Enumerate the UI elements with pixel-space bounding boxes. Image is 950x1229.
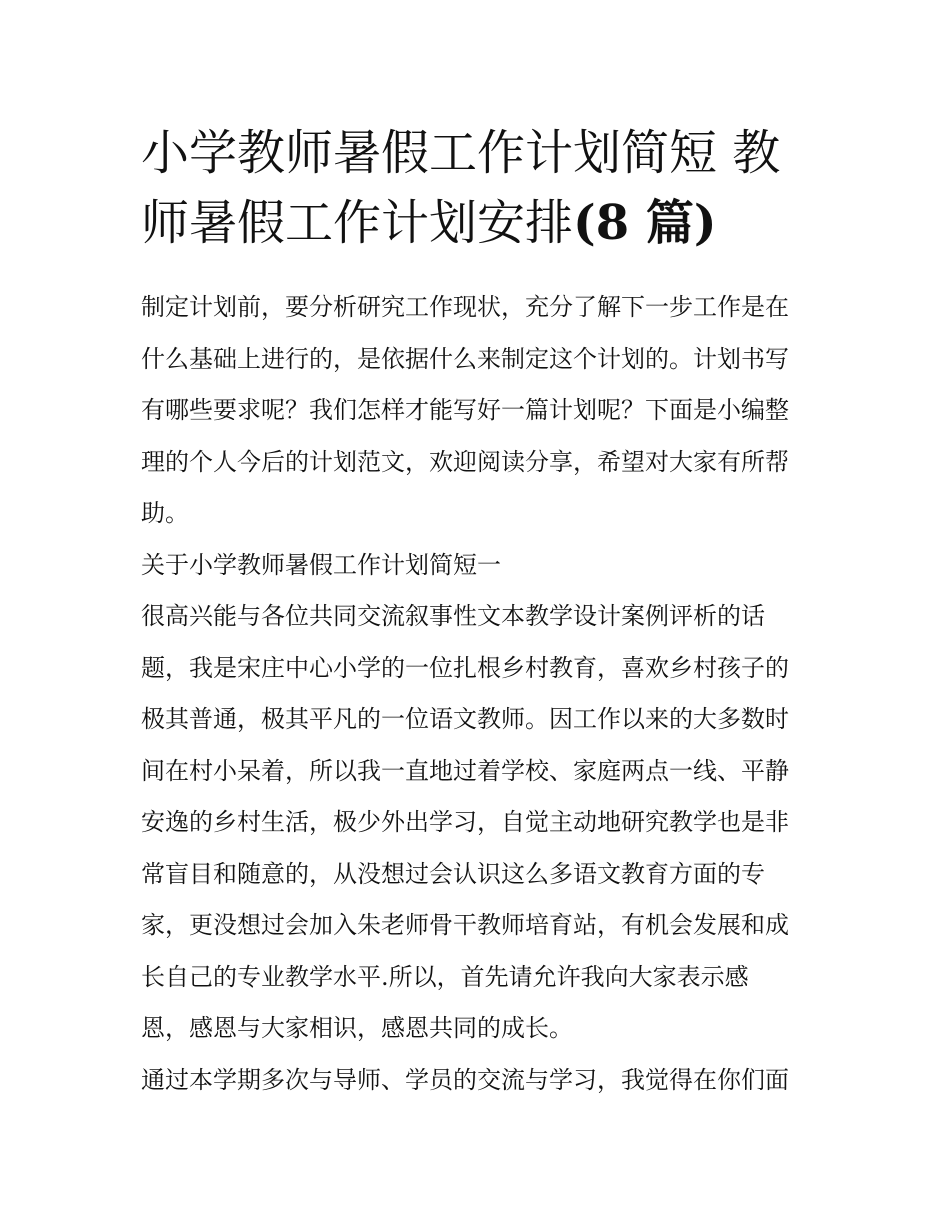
section-heading — [141, 540, 813, 592]
section-heading-text: 关于小学教师暑假工作计划简短一 — [141, 550, 501, 579]
text-line: 极其普通，极其平凡的一位语文教师。因工作以来的大多数时 — [141, 705, 789, 733]
text-line: 很高兴能与各位共同交流叙事性文本教学设计案例评析的话 — [141, 602, 765, 630]
title-count: (8 篇) — [573, 195, 717, 251]
intro-paragraph — [141, 282, 813, 540]
document-page — [141, 118, 813, 1106]
text-line: 通过本学期多次与导师、学员的交流与学习，我觉得在你们面 — [141, 1065, 789, 1094]
text-line: 长自己的专业教学水平.所以，首先请允许我向大家表示感 — [141, 962, 749, 991]
text-line: 题，我是宋庄中心小学的一位扎根乡村教育，喜欢乡村孩子的 — [141, 653, 789, 682]
text-line: 助。 — [141, 499, 189, 527]
text-line: 理的个人今后的计划范文，欢迎阅读分享，希望对大家有所帮 — [141, 447, 789, 476]
text-line: 有哪些要求呢？我们怎样才能写好一篇计划呢？下面是小编整 — [141, 396, 789, 424]
document-title — [141, 118, 813, 258]
document-body — [141, 282, 813, 1106]
text-line: 家，更没想过会加入朱老师骨干教师培育站，有机会发展和成 — [141, 911, 789, 939]
title-line-2-text: 师暑假工作计划安排 — [141, 195, 574, 251]
title-line-1: 小学教师暑假工作计划简短 教 — [141, 125, 781, 181]
text-line: 什么基础上进行的，是依据什么来制定这个计划的。计划书写 — [141, 344, 789, 373]
body-paragraph-1 — [141, 591, 813, 1055]
text-line: 恩，感恩与大家相识，感恩共同的成长。 — [141, 1014, 573, 1042]
text-line: 常盲目和随意的，从没想过会认识这么多语文教育方面的专 — [141, 859, 765, 888]
text-line: 间在村小呆着，所以我一直地过着学校、家庭两点一线、平静 — [141, 756, 789, 785]
text-line: 制定计划前，要分析研究工作现状，充分了解下一步工作是在 — [141, 293, 789, 321]
text-line: 安逸的乡村生活，极少外出学习，自觉主动地研究教学也是非 — [141, 808, 789, 836]
body-paragraph-2 — [141, 1055, 813, 1107]
title-line-2 — [141, 188, 813, 258]
